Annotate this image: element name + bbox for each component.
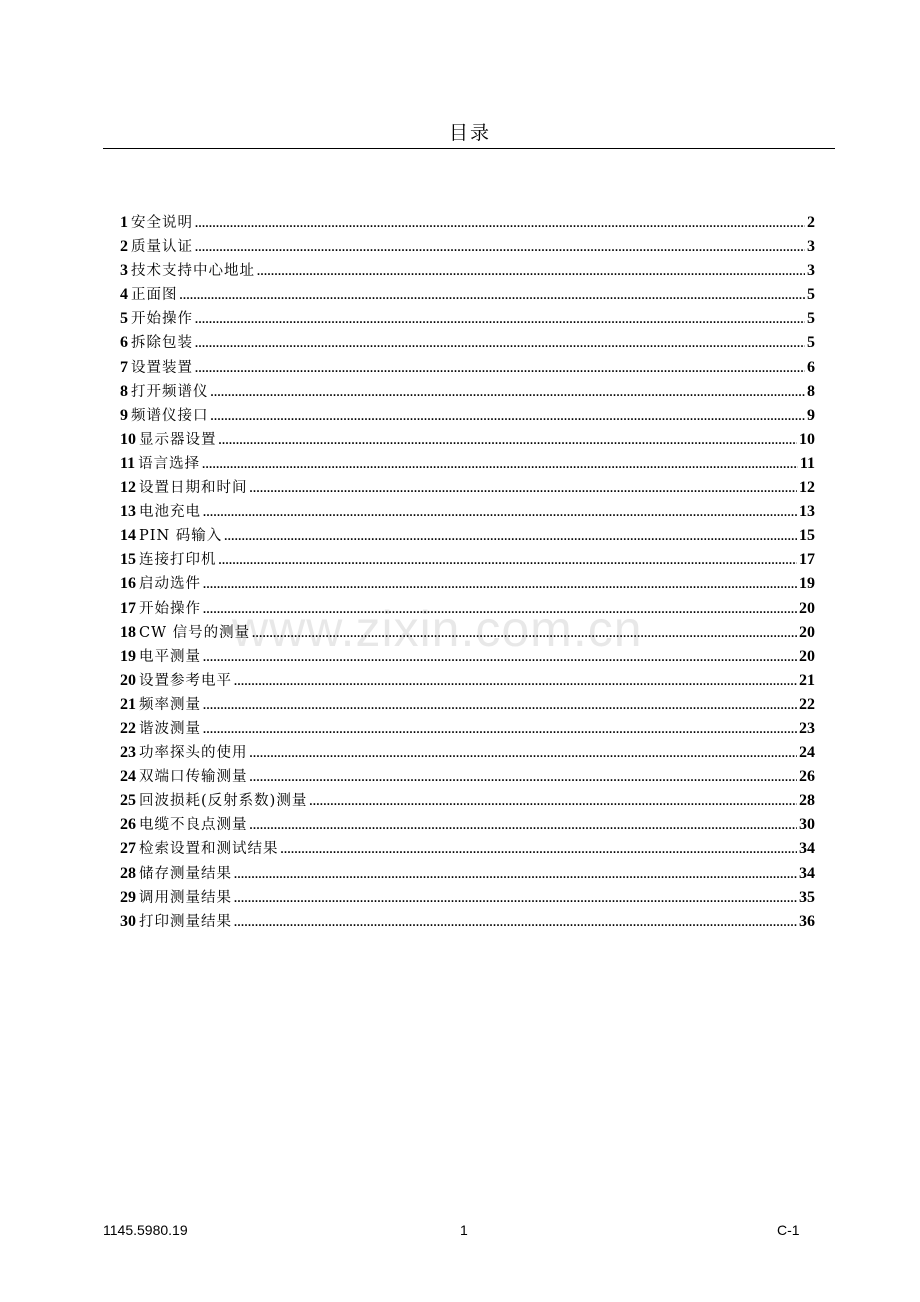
dot-leader: [281, 842, 798, 857]
dot-leader: [224, 529, 797, 544]
toc-entry[interactable]: [120, 886, 815, 910]
toc-entry[interactable]: [120, 211, 815, 235]
toc-entry-number: 2: [120, 238, 128, 256]
toc-entry-number: 28: [120, 864, 136, 882]
toc-entry-number: 6: [120, 334, 128, 352]
toc-entry-number: 3: [120, 262, 128, 280]
toc-entry-number: 18: [120, 623, 136, 641]
toc-entry-page: 36: [799, 912, 815, 930]
toc-entry-page: 20: [799, 599, 815, 617]
toc-entry-label: 连接打印机: [139, 552, 217, 569]
toc-entry-number: 17: [120, 599, 136, 617]
toc-entry-number: 29: [120, 888, 136, 906]
toc-entry-page: 19: [799, 575, 815, 593]
dot-leader: [250, 481, 798, 496]
toc-entry-number: 11: [120, 454, 136, 472]
dot-leader: [195, 361, 805, 376]
toc-entry-page: 34: [799, 840, 815, 858]
toc-entry-label: CW 信号的测量: [139, 624, 251, 641]
dot-leader: [219, 553, 798, 568]
dot-leader: [211, 409, 806, 424]
watermark: www.zixin.com.cn: [232, 601, 643, 657]
toc-entry-label: 设置参考电平: [139, 672, 232, 689]
toc-entry-number: 13: [120, 503, 136, 521]
toc-entry[interactable]: [120, 307, 815, 331]
dot-leader: [250, 818, 798, 833]
toc-entry[interactable]: [120, 837, 815, 861]
toc-entry-page: 30: [799, 816, 815, 834]
dot-leader: [309, 794, 797, 809]
toc-entry-number: 15: [120, 551, 136, 569]
dot-leader: [195, 240, 805, 255]
dot-leader: [257, 264, 805, 279]
toc-entry-page: 3: [807, 238, 815, 256]
dot-leader: [234, 674, 797, 689]
toc-entry[interactable]: [120, 235, 815, 259]
page-title: 目录: [448, 122, 491, 144]
toc-entry[interactable]: [120, 813, 815, 837]
toc-entry[interactable]: [120, 524, 815, 548]
toc-entry-label: 技术支持中心地址: [131, 263, 255, 280]
toc-entry-page: 22: [799, 695, 815, 713]
toc-entry[interactable]: [120, 259, 815, 283]
toc-entry-number: 27: [120, 840, 136, 858]
toc-entry-label: 语言选择: [138, 455, 201, 472]
toc-entry-number: 9: [120, 406, 128, 424]
dot-leader: [250, 770, 798, 785]
toc-entry-label: 正面图: [131, 287, 178, 304]
toc-entry-label: 频率测量: [139, 696, 201, 713]
dot-leader: [211, 385, 806, 400]
toc-entry-number: 26: [120, 816, 136, 834]
toc-entry-page: 11: [799, 454, 815, 472]
toc-entry-label: 谐波测量: [139, 720, 201, 737]
toc-entry-label: 开始操作: [139, 600, 201, 617]
toc-entry-page: 9: [807, 406, 815, 424]
toc-entry[interactable]: [120, 548, 815, 572]
table-of-contents: [120, 211, 815, 934]
toc-entry-number: 23: [120, 744, 136, 762]
toc-entry-page: 34: [799, 864, 815, 882]
dot-leader: [195, 336, 805, 351]
toc-entry-label: 双端口传输测量: [139, 769, 248, 786]
dot-leader: [203, 698, 797, 713]
toc-entry[interactable]: [120, 717, 815, 741]
dot-leader: [234, 915, 797, 930]
toc-entry-label: 电缆不良点测量: [139, 817, 248, 834]
toc-entry-label: 打印测量结果: [139, 913, 232, 930]
toc-entry-label: 安全说明: [131, 215, 193, 231]
toc-entry[interactable]: [120, 283, 815, 307]
toc-entry[interactable]: [120, 741, 815, 765]
toc-entry-page: 28: [799, 792, 815, 810]
toc-entry-label: 电池充电: [139, 504, 201, 521]
toc-entry-label: 检索设置和测试结果: [139, 841, 279, 858]
toc-entry[interactable]: [120, 428, 815, 452]
toc-entry[interactable]: [120, 910, 815, 934]
toc-entry-number: 4: [120, 286, 128, 304]
dot-leader: [195, 216, 805, 231]
dot-leader: [203, 505, 797, 520]
toc-entry-page: 5: [807, 310, 815, 328]
toc-entry-page: 5: [807, 334, 815, 352]
toc-entry-label: PIN 码输入: [139, 528, 223, 545]
dot-leader: [195, 312, 805, 327]
dot-leader: [202, 457, 798, 472]
toc-entry-page: 15: [799, 527, 815, 545]
toc-entry[interactable]: [120, 862, 815, 886]
toc-entry-number: 8: [120, 382, 128, 400]
dot-leader: [203, 577, 797, 592]
header-rule: [103, 148, 835, 149]
toc-entry-label: 拆除包装: [131, 335, 193, 352]
toc-entry-label: 频谱仪接口: [131, 407, 209, 424]
toc-entry[interactable]: [120, 476, 815, 500]
footer-section-page: C-1: [777, 1222, 800, 1238]
toc-entry[interactable]: [120, 452, 815, 476]
toc-entry-number: 19: [120, 647, 136, 665]
dot-leader: [219, 433, 798, 448]
toc-entry-number: 7: [120, 358, 128, 376]
toc-entry-page: 10: [799, 430, 815, 448]
toc-entry-page: 3: [807, 262, 815, 280]
dot-leader: [250, 746, 798, 761]
toc-entry[interactable]: [120, 669, 815, 693]
toc-entry-label: 设置日期和时间: [139, 480, 248, 497]
toc-entry-label: 回波损耗(反射系数)测量: [139, 793, 308, 810]
toc-entry-number: 1: [120, 214, 128, 231]
toc-entry-page: 21: [799, 671, 815, 689]
toc-entry-number: 22: [120, 719, 136, 737]
footer-doc-number: 1145.5980.19: [103, 1222, 188, 1238]
toc-entry-page: 26: [799, 768, 815, 786]
toc-entry[interactable]: [120, 331, 815, 355]
toc-entry[interactable]: [120, 380, 815, 404]
toc-entry-page: 35: [799, 888, 815, 906]
toc-entry-page: 13: [799, 503, 815, 521]
toc-entry-label: 开始操作: [131, 311, 193, 328]
toc-entry-label: 设置装置: [131, 359, 193, 376]
toc-entry[interactable]: [120, 500, 815, 524]
toc-entry-label: 功率探头的使用: [139, 745, 248, 762]
toc-entry[interactable]: [120, 356, 815, 380]
toc-entry-number: 30: [120, 912, 136, 930]
toc-entry-number: 10: [120, 430, 136, 448]
dot-leader: [234, 891, 797, 906]
toc-entry-number: 16: [120, 575, 136, 593]
toc-entry[interactable]: [120, 404, 815, 428]
toc-entry-number: 21: [120, 695, 136, 713]
toc-entry[interactable]: [120, 693, 815, 717]
footer-page-number: 1: [460, 1222, 468, 1238]
toc-entry[interactable]: [120, 572, 815, 596]
dot-leader: [180, 288, 806, 303]
toc-entry-page: 2: [807, 214, 815, 231]
toc-entry-number: 5: [120, 310, 128, 328]
toc-entry-number: 24: [120, 768, 136, 786]
toc-entry-label: 调用测量结果: [139, 889, 232, 906]
toc-entry-label: 电平测量: [139, 648, 201, 665]
toc-entry-page: 23: [799, 719, 815, 737]
toc-entry-page: 24: [799, 744, 815, 762]
toc-entry-number: 25: [120, 792, 136, 810]
toc-entry-label: 储存测量结果: [139, 865, 232, 882]
toc-entry-page: 20: [799, 623, 815, 641]
dot-leader: [203, 722, 797, 737]
toc-entry-page: 20: [799, 647, 815, 665]
toc-entry-number: 14: [120, 527, 136, 545]
toc-entry-number: 20: [120, 671, 136, 689]
toc-entry-page: 8: [807, 382, 815, 400]
toc-entry-number: 12: [120, 479, 136, 497]
toc-entry[interactable]: [120, 765, 815, 789]
toc-entry-page: 6: [807, 358, 815, 376]
toc-entry[interactable]: [120, 789, 815, 813]
toc-entry-label: 显示器设置: [139, 431, 217, 448]
toc-entry-label: 打开频谱仪: [131, 383, 209, 400]
toc-entry-page: 5: [807, 286, 815, 304]
toc-entry-label: 质量认证: [131, 239, 193, 256]
toc-entry-label: 启动选件: [139, 576, 201, 593]
dot-leader: [234, 867, 797, 882]
toc-entry-page: 12: [799, 479, 815, 497]
toc-entry-page: 17: [799, 551, 815, 569]
